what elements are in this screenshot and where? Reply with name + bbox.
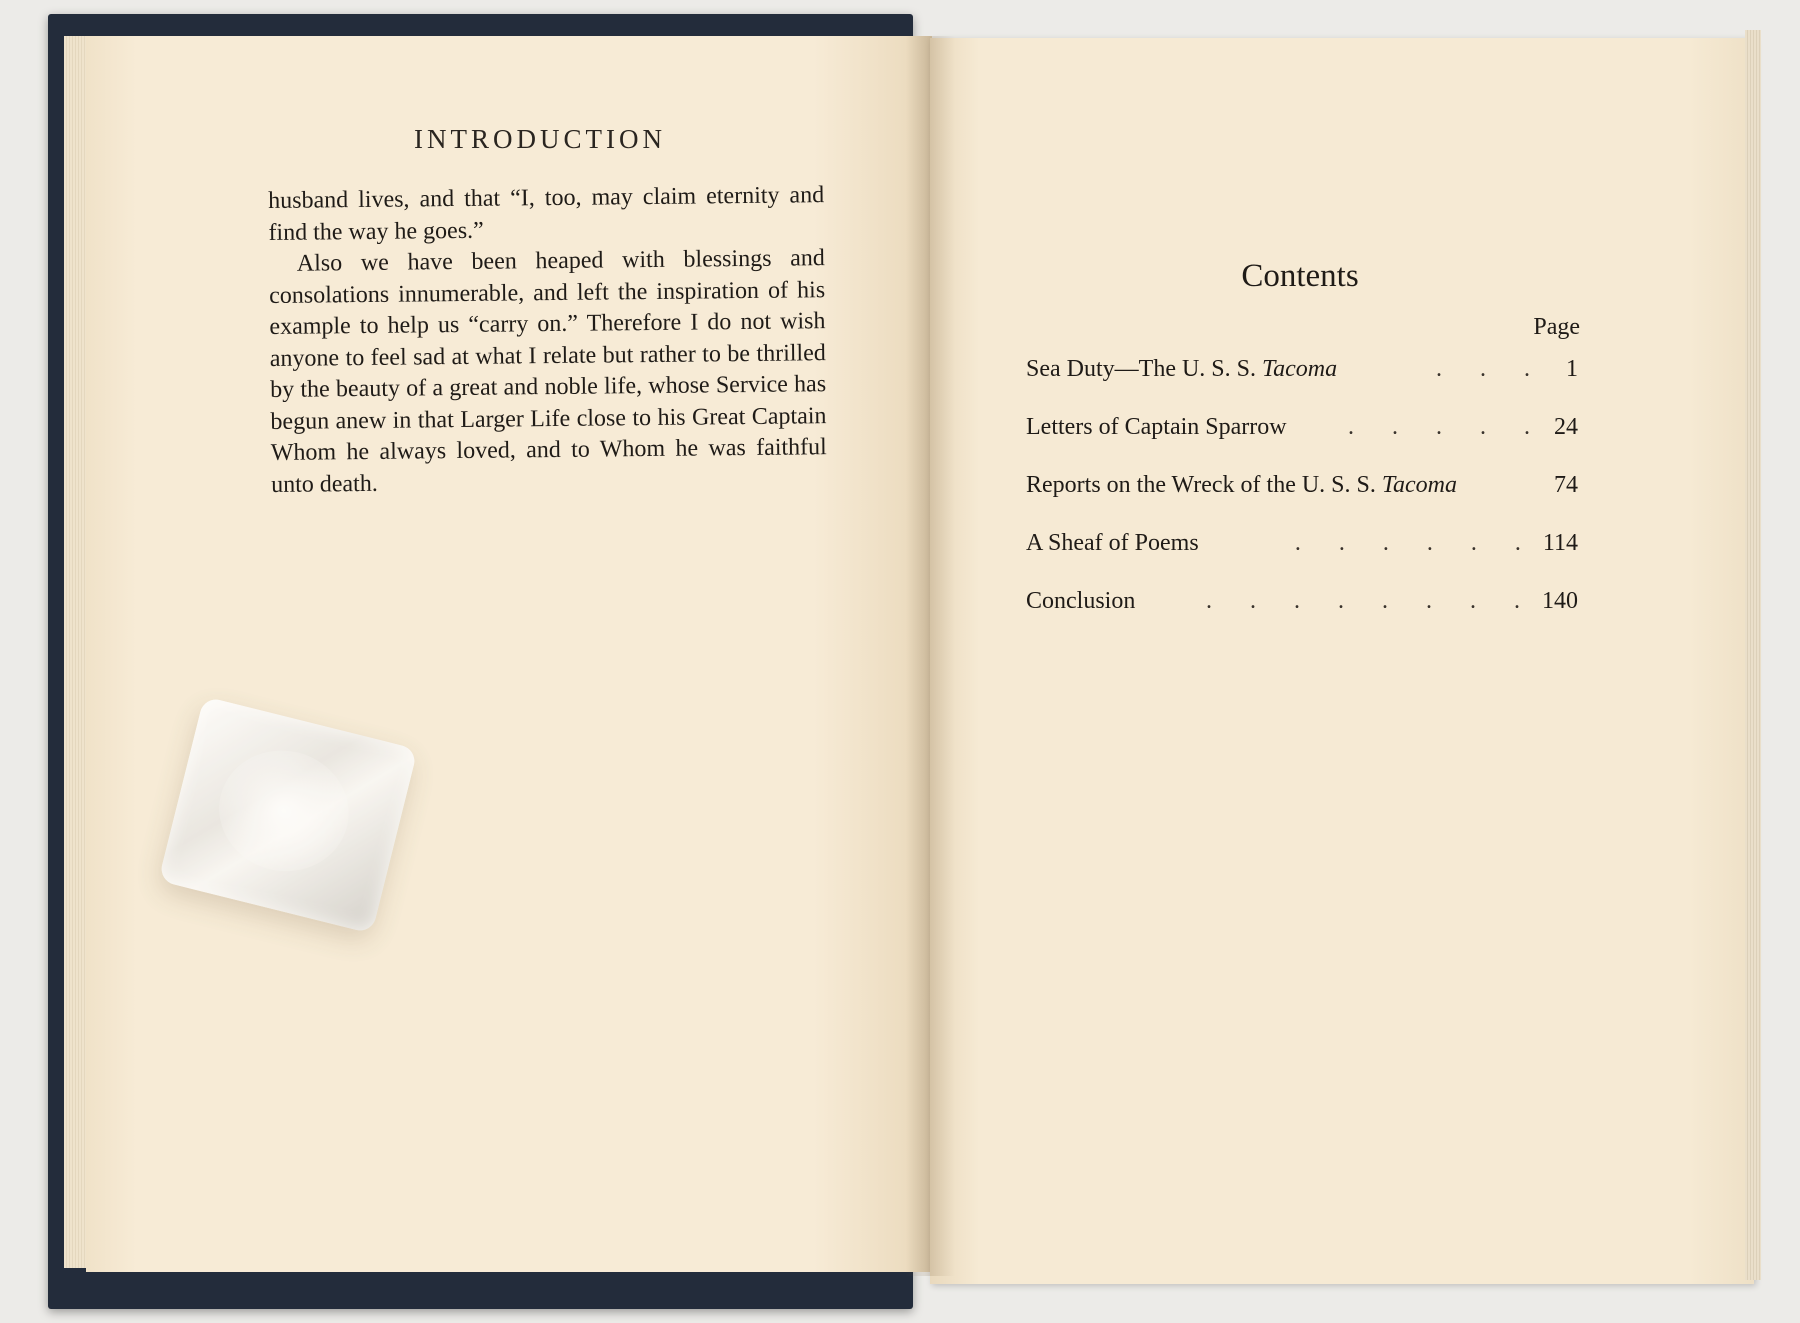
introduction-heading: INTRODUCTION	[414, 124, 666, 154]
toc-entry	[1026, 588, 1578, 646]
toc-entry-page: 1	[1566, 356, 1578, 382]
toc-leader-dots: . . . . . . . .	[1206, 588, 1536, 614]
toc-entry-title: Reports on the Wreck of the U. S. S. Tacoma	[1026, 472, 1458, 498]
intro-paragraph: Also we have been heaped with blessings and consolations innumerable, and left the inspiration of his example to help us “carry on.” Therefore I do not wish anyone to feel sad at what I relate but rather to be thrilled by the beauty of a great and noble life, whose Service has begun anew in that Larger Life close to his Great Captain Whom he always loved, and to Whom he was faithful unto death.	[269, 245, 827, 498]
toc-entry-page: 24	[1554, 414, 1578, 440]
toc-leader-dots: . . .	[1436, 356, 1546, 382]
contents-heading: Contents	[1241, 258, 1359, 294]
toc-entry	[1026, 472, 1578, 530]
right-page-edges	[1745, 30, 1761, 1280]
book-gutter	[905, 36, 955, 1276]
toc-leader-dots: . . . . .	[1348, 414, 1546, 440]
toc-leader-dots: . . . . . .	[1294, 530, 1537, 556]
page-column-label: Page	[1533, 314, 1580, 340]
toc-entry-page: 114	[1542, 530, 1578, 556]
toc-entry-title: A Sheaf of Poems	[1026, 530, 1199, 556]
toc-entry-title: Letters of Captain Sparrow	[1026, 414, 1287, 440]
toc-entry-page: 140	[1542, 588, 1578, 614]
introduction-text	[268, 180, 827, 501]
intro-paragraph: husband lives, and that “I, too, may claim eternity and find the way he goes.”	[268, 182, 825, 246]
toc-entry	[1026, 356, 1578, 414]
toc-entry-title: Conclusion	[1026, 588, 1136, 614]
toc-entry	[1026, 530, 1578, 588]
table-of-contents	[1026, 356, 1578, 646]
toc-entry-title: Sea Duty—The U. S. S. Tacoma	[1026, 356, 1338, 382]
right-page	[930, 38, 1754, 1284]
toc-entry-page: 74	[1554, 472, 1578, 498]
toc-entry	[1026, 414, 1578, 472]
